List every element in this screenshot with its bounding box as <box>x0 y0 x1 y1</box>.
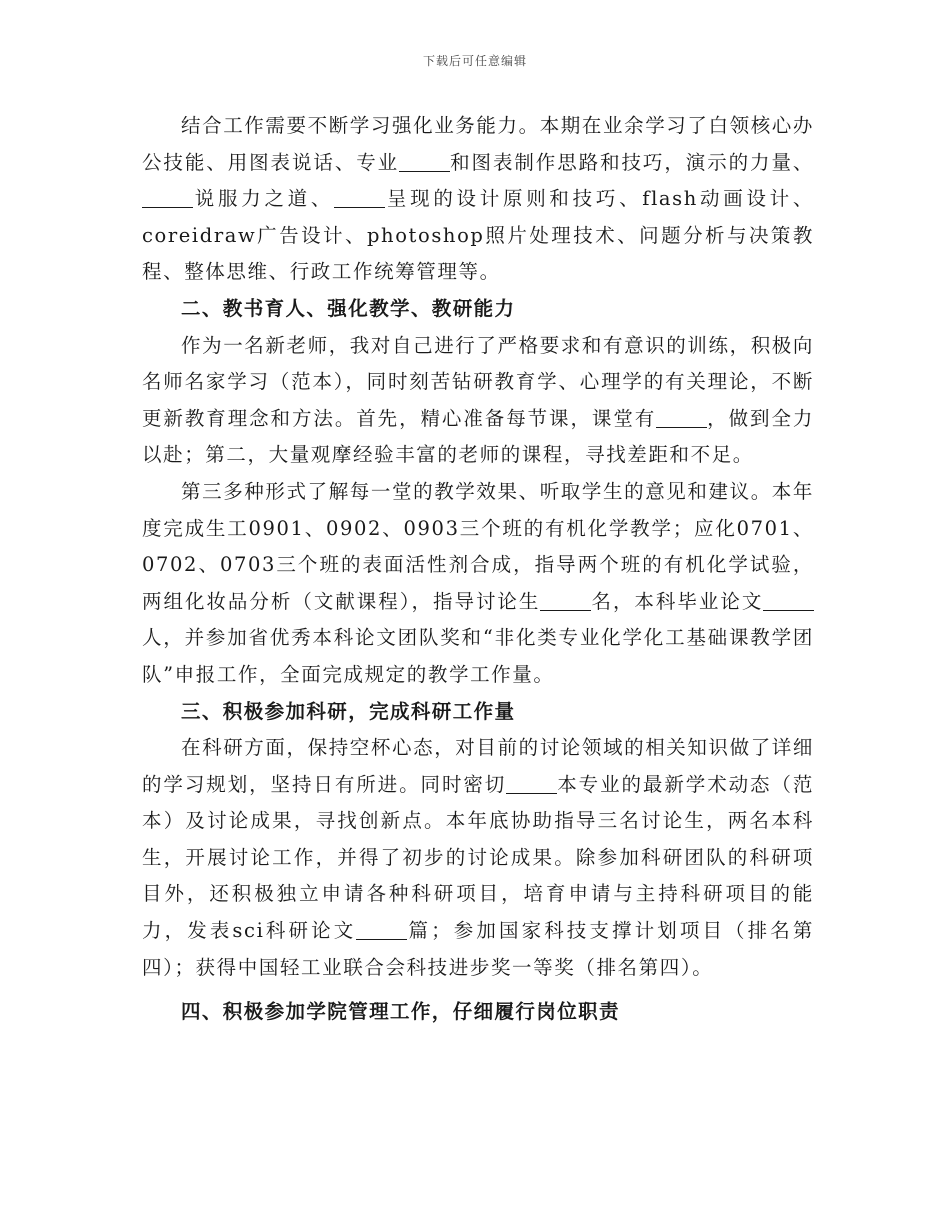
text-segment: 篇；参加国家科技支撑计划项目（排名第四）；获得中国轻工业联合会科技进步奖一等奖（排名第四）。 <box>142 919 814 979</box>
page-header: 下载后可任意编辑 <box>422 54 527 68</box>
paragraph-teaching-results <box>142 474 814 694</box>
text-segment: 结合工作需要不断学习强化业务能力。本期在业余学习了白领核心办公技能、用图表说话、专业 <box>142 114 815 174</box>
fill-blank <box>763 590 814 611</box>
text-segment: ，做到全力以赴；第二，大量观摩经验丰富的老师的课程，寻找差距和不足。 <box>142 406 814 467</box>
text-segment: 在科研方面，保持空杯心态，对目前的讨论领域的相关知识做了详细的学习规划，坚持日有所进。同时密切 <box>142 736 815 796</box>
text-segment: 和图表制作思路和技巧，演示的力量、 <box>449 150 814 174</box>
fill-blank <box>540 590 591 611</box>
fill-blank <box>142 188 193 209</box>
fill-blank <box>334 188 385 209</box>
section-heading-management: 四、积极参加学院管理工作，仔细履行岗位职责 <box>181 1000 620 1024</box>
paragraph-research <box>142 730 814 986</box>
text-segment: 人，并参加省优秀本科论文团队奖和“非化类专业化学化工基础课教学团队”申报工作，全面完成规定的教学工作量。 <box>142 626 814 686</box>
document-body <box>142 108 814 1031</box>
section-heading-research: 三、积极参加科研，完成科研工作量 <box>181 699 516 723</box>
fill-blank <box>656 407 707 428</box>
text-segment: 第三多种形式了解每一堂的教学效果、听取学生的意见和建议。本年度完成生工0901、0902、0903三个班的有机化学教学；应化0701、0702、0703三个班的表面活性剂合成，指导两个班的有机化学试验，两组化妆品分析（文献课程），指导讨论生 <box>142 479 815 613</box>
text-segment: 说服力之道、 <box>192 187 335 211</box>
paragraph-new-teacher <box>142 328 814 474</box>
text-segment: 名，本科毕业论文 <box>591 589 764 613</box>
fill-blank <box>356 919 407 940</box>
paragraph-business-learning <box>142 108 814 291</box>
text-segment: 呈现的设计原则和技巧、flash动画设计、coreidraw广告设计、photoshop照片处理技术、问题分析与决策教程、整体思维、行政工作统筹管理等。 <box>142 187 815 284</box>
fill-blank <box>399 151 450 172</box>
text-segment: 作为一名新老师，我对自己进行了严格要求和有意识的训练，积极向名师名家学习（范本），同时刻苦钻研教育学、心理学的有关理论，不断更新教育理念和方法。首先，精心准备每节课，课堂有 <box>142 333 815 430</box>
text-segment: 本专业的最新学术动态（范本）及讨论成果，寻找创新点。本年底协助指导三名讨论生，两名本科生，开展讨论工作，并得了初步的讨论成果。除参加科研团队的科研项目外，还积极独立申请各种科研项目，培育申请与主持科研项目的能力，发表sci科研论文 <box>142 772 814 943</box>
fill-blank <box>506 773 557 794</box>
section-heading-teaching: 二、教书育人、强化教学、教研能力 <box>181 296 516 320</box>
